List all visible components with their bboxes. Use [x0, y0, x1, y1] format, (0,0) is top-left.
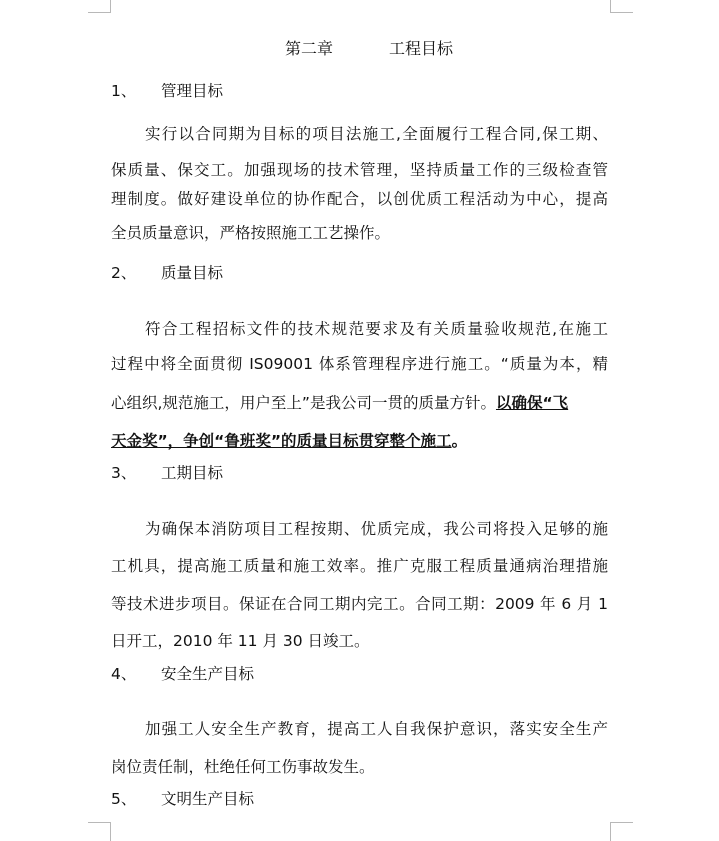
- paragraph-line: 加强工人安全生产教育，提高工人自我保护意识，落实安全生产: [145, 720, 608, 738]
- page-corner-mark: [610, 0, 633, 13]
- paragraph-line-mixed: [111, 393, 568, 413]
- section-heading-1: [111, 81, 223, 101]
- paragraph-line: 等技术进步项目。保证在合同工期内完工。合同工期：2009 年 6 月 1: [111, 595, 608, 613]
- section-title: 文明生产目标: [161, 790, 255, 808]
- paragraph-line: 保质量、保交工。加强现场的技术管理，坚持质量工作的三级检查管: [111, 161, 608, 179]
- section-title: 安全生产目标: [161, 665, 255, 683]
- section-heading-2: [111, 263, 223, 283]
- paragraph-text: 。: [451, 432, 468, 450]
- section-number: 3、: [111, 464, 137, 482]
- paragraph-line: 日开工，2010 年 11 月 30 日竣工。: [111, 632, 370, 650]
- section-title: 管理目标: [161, 82, 224, 100]
- section-heading-3: [111, 463, 223, 483]
- section-title: 工期目标: [161, 464, 224, 482]
- page-corner-mark: [88, 822, 111, 841]
- emphasis-text: 天金奖”，争创“鲁班奖”的质量目标贯穿整个施工: [111, 432, 452, 450]
- paragraph-line: 为确保本消防项目工程按期、优质完成，我公司将投入足够的施: [145, 520, 608, 538]
- paragraph-line: 岗位责任制，杜绝任何工伤事故发生。: [111, 758, 375, 776]
- emphasis-text: 以确保“飞: [495, 394, 569, 412]
- section-title: 质量目标: [161, 264, 224, 282]
- paragraph-line: 全员质量意识，严格按照施工工艺操作。: [111, 224, 391, 242]
- paragraph-text: 心组织,规范施工，用户至上”是我公司一贯的质量方针。: [111, 394, 496, 412]
- chapter-name: 工程目标: [389, 39, 454, 58]
- section-heading-5: [111, 789, 254, 809]
- paragraph-line: 过程中将全面贯彻 IS09001 体系管理程序进行施工。“质量为本，精: [111, 355, 608, 373]
- section-number: 4、: [111, 665, 137, 683]
- chapter-number: 第二章: [285, 39, 334, 58]
- page-corner-mark: [610, 822, 633, 841]
- chapter-title: [285, 39, 453, 59]
- page-corner-mark: [88, 0, 111, 13]
- paragraph-line: 工机具，提高施工质量和施工效率。推广克服工程质量通病治理措施: [111, 557, 608, 575]
- section-number: 5、: [111, 790, 137, 808]
- paragraph-line-mixed: [111, 431, 467, 451]
- section-heading-4: [111, 664, 254, 684]
- section-number: 2、: [111, 264, 137, 282]
- paragraph-line: 实行以合同期为目标的项目法施工,全面履行工程合同,保工期、: [145, 125, 608, 143]
- paragraph-line: 理制度。做好建设单位的协作配合，以创优质工程活动为中心，提高: [111, 190, 608, 208]
- paragraph-line: 符合工程招标文件的技术规范要求及有关质量验收规范,在施工: [145, 320, 608, 338]
- section-number: 1、: [111, 82, 137, 100]
